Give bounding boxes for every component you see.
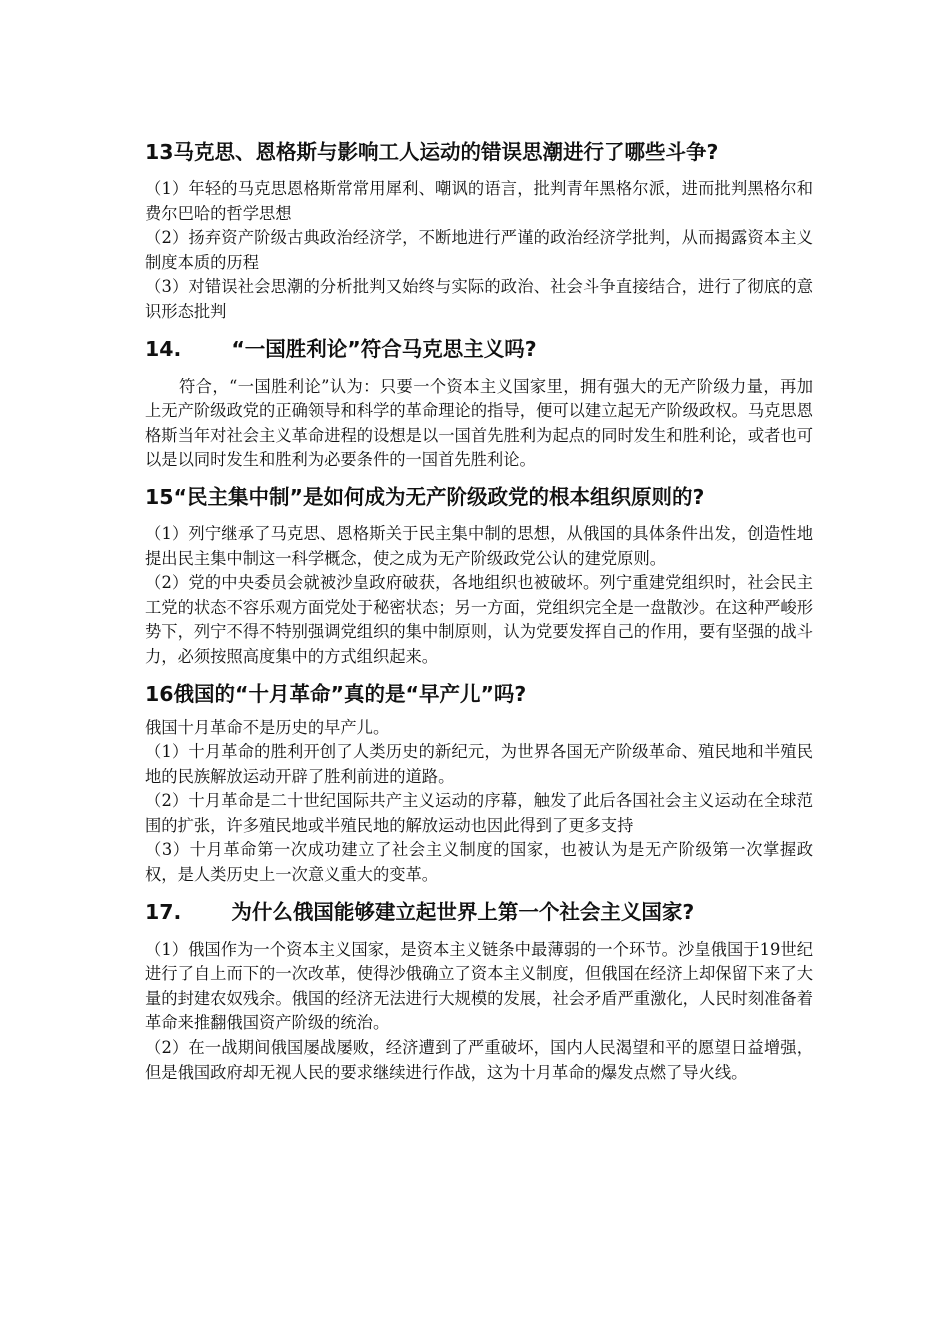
question-17-heading <box>145 898 813 926</box>
answer-paragraph: （3）对错误社会思潮的分析批判又始终与实际的政治、社会斗争直接结合，进行了彻底的意识形态批判 <box>145 277 813 321</box>
question-title: 为什么俄国能够建立起世界上第一个社会主义国家? <box>231 899 695 924</box>
answer-paragraph: 符合，“一国胜利论”认为：只要一个资本主义国家里，拥有强大的无产阶级力量，再加上无产阶级政党的正确领导和科学的革命理论的指导，便可以建立起无产阶级政权。马克思恩格斯当年对社会主义革命进程的设想是以一国首先胜利为起点的同时发生和胜利论，或者也可以是以同时发生和胜利为必要条件的一国首先胜利论。 <box>145 376 813 470</box>
question-13 <box>145 138 813 325</box>
question-14 <box>145 335 813 473</box>
question-16 <box>145 680 813 888</box>
answer-paragraph: （2）党的中央委员会就被沙皇政府破获，各地组织也被破坏。列宁重建党组织时，社会民主工党的状态不容乐观方面党处于秘密状态；另一方面，党组织完全是一盘散沙。在这种严峻形势下，列宁不得不特别强调党组织的集中制原则，认为党要发挥自己的作用，要有坚强的战斗力，必须按照高度集中的方式组织起来。 <box>145 573 813 666</box>
question-14-heading <box>145 335 813 363</box>
question-number: 14. <box>145 336 182 361</box>
question-title: “民主集中制”是如何成为无产阶级政党的根本组织原则的? <box>173 484 705 509</box>
question-number: 17. <box>145 899 182 924</box>
question-title: 俄国的“十月革命”真的是“早产儿”吗? <box>173 681 527 706</box>
answer-paragraph: （2）在一战期间俄国屡战屡败，经济遭到了严重破坏，国内人民渴望和平的愿望日益增强，但是俄国政府却无视人民的要求继续进行作战，这为十月革命的爆发点燃了导火线。 <box>145 1038 813 1082</box>
document-content <box>145 138 813 1085</box>
answer-paragraph: （1）列宁继承了马克思、恩格斯关于民主集中制的思想，从俄国的具体条件出发，创造性地提出民主集中制这一科学概念，使之成为无产阶级政党公认的建党原则。 <box>145 523 813 568</box>
answer-paragraph: （1）十月革命的胜利开创了人类历史的新纪元，为世界各国无产阶级革命、殖民地和半殖民地的民族解放运动开辟了胜利前进的道路。 <box>145 742 813 786</box>
answer-paragraph: （1）俄国作为一个资本主义国家，是资本主义链条中最薄弱的一个环节。沙皇俄国于19世纪进行了自上而下的一次改革，使得沙俄确立了资本主义制度，但俄国在经济上却保留下来了大量的封建农奴残余。俄国的经济无法进行大规模的发展，社会矛盾严重激化，人民时刻准备着革命来推翻俄国资产阶级的统治。 <box>145 939 813 1033</box>
question-number: 13 <box>145 140 174 164</box>
answer-paragraph: （2）十月革命是二十世纪国际共产主义运动的序幕，触发了此后各国社会主义运动在全球范围的扩张，许多殖民地或半殖民地的解放运动也因此得到了更多支持 <box>145 791 813 835</box>
question-15 <box>145 483 813 670</box>
question-17 <box>145 898 813 1086</box>
answer-paragraph: （2）扬弃资产阶级古典政治经济学，不断地进行严谨的政治经济学批判，从而揭露资本主义制度本质的历程 <box>145 228 813 272</box>
question-16-heading <box>145 680 813 708</box>
question-15-heading <box>145 483 813 511</box>
question-number: 15 <box>145 484 174 509</box>
question-title: “一国胜利论”符合马克思主义吗? <box>231 336 537 361</box>
answer-paragraph: （1）年轻的马克思恩格斯常常用犀利、嘲讽的语言，批判青年黑格尔派，进而批判黑格尔和费尔巴哈的哲学思想 <box>145 179 813 223</box>
question-title: 马克思、恩格斯与影响工人运动的错误思潮进行了哪些斗争? <box>173 140 719 164</box>
answer-paragraph: （3）十月革命第一次成功建立了社会主义制度的国家，也被认为是无产阶级第一次掌握政权，是人类历史上一次意义重大的变革。 <box>145 840 813 885</box>
question-number: 16 <box>145 681 174 706</box>
question-13-heading <box>145 138 813 166</box>
answer-paragraph: 俄国十月革命不是历史的早产儿。 <box>145 717 390 737</box>
